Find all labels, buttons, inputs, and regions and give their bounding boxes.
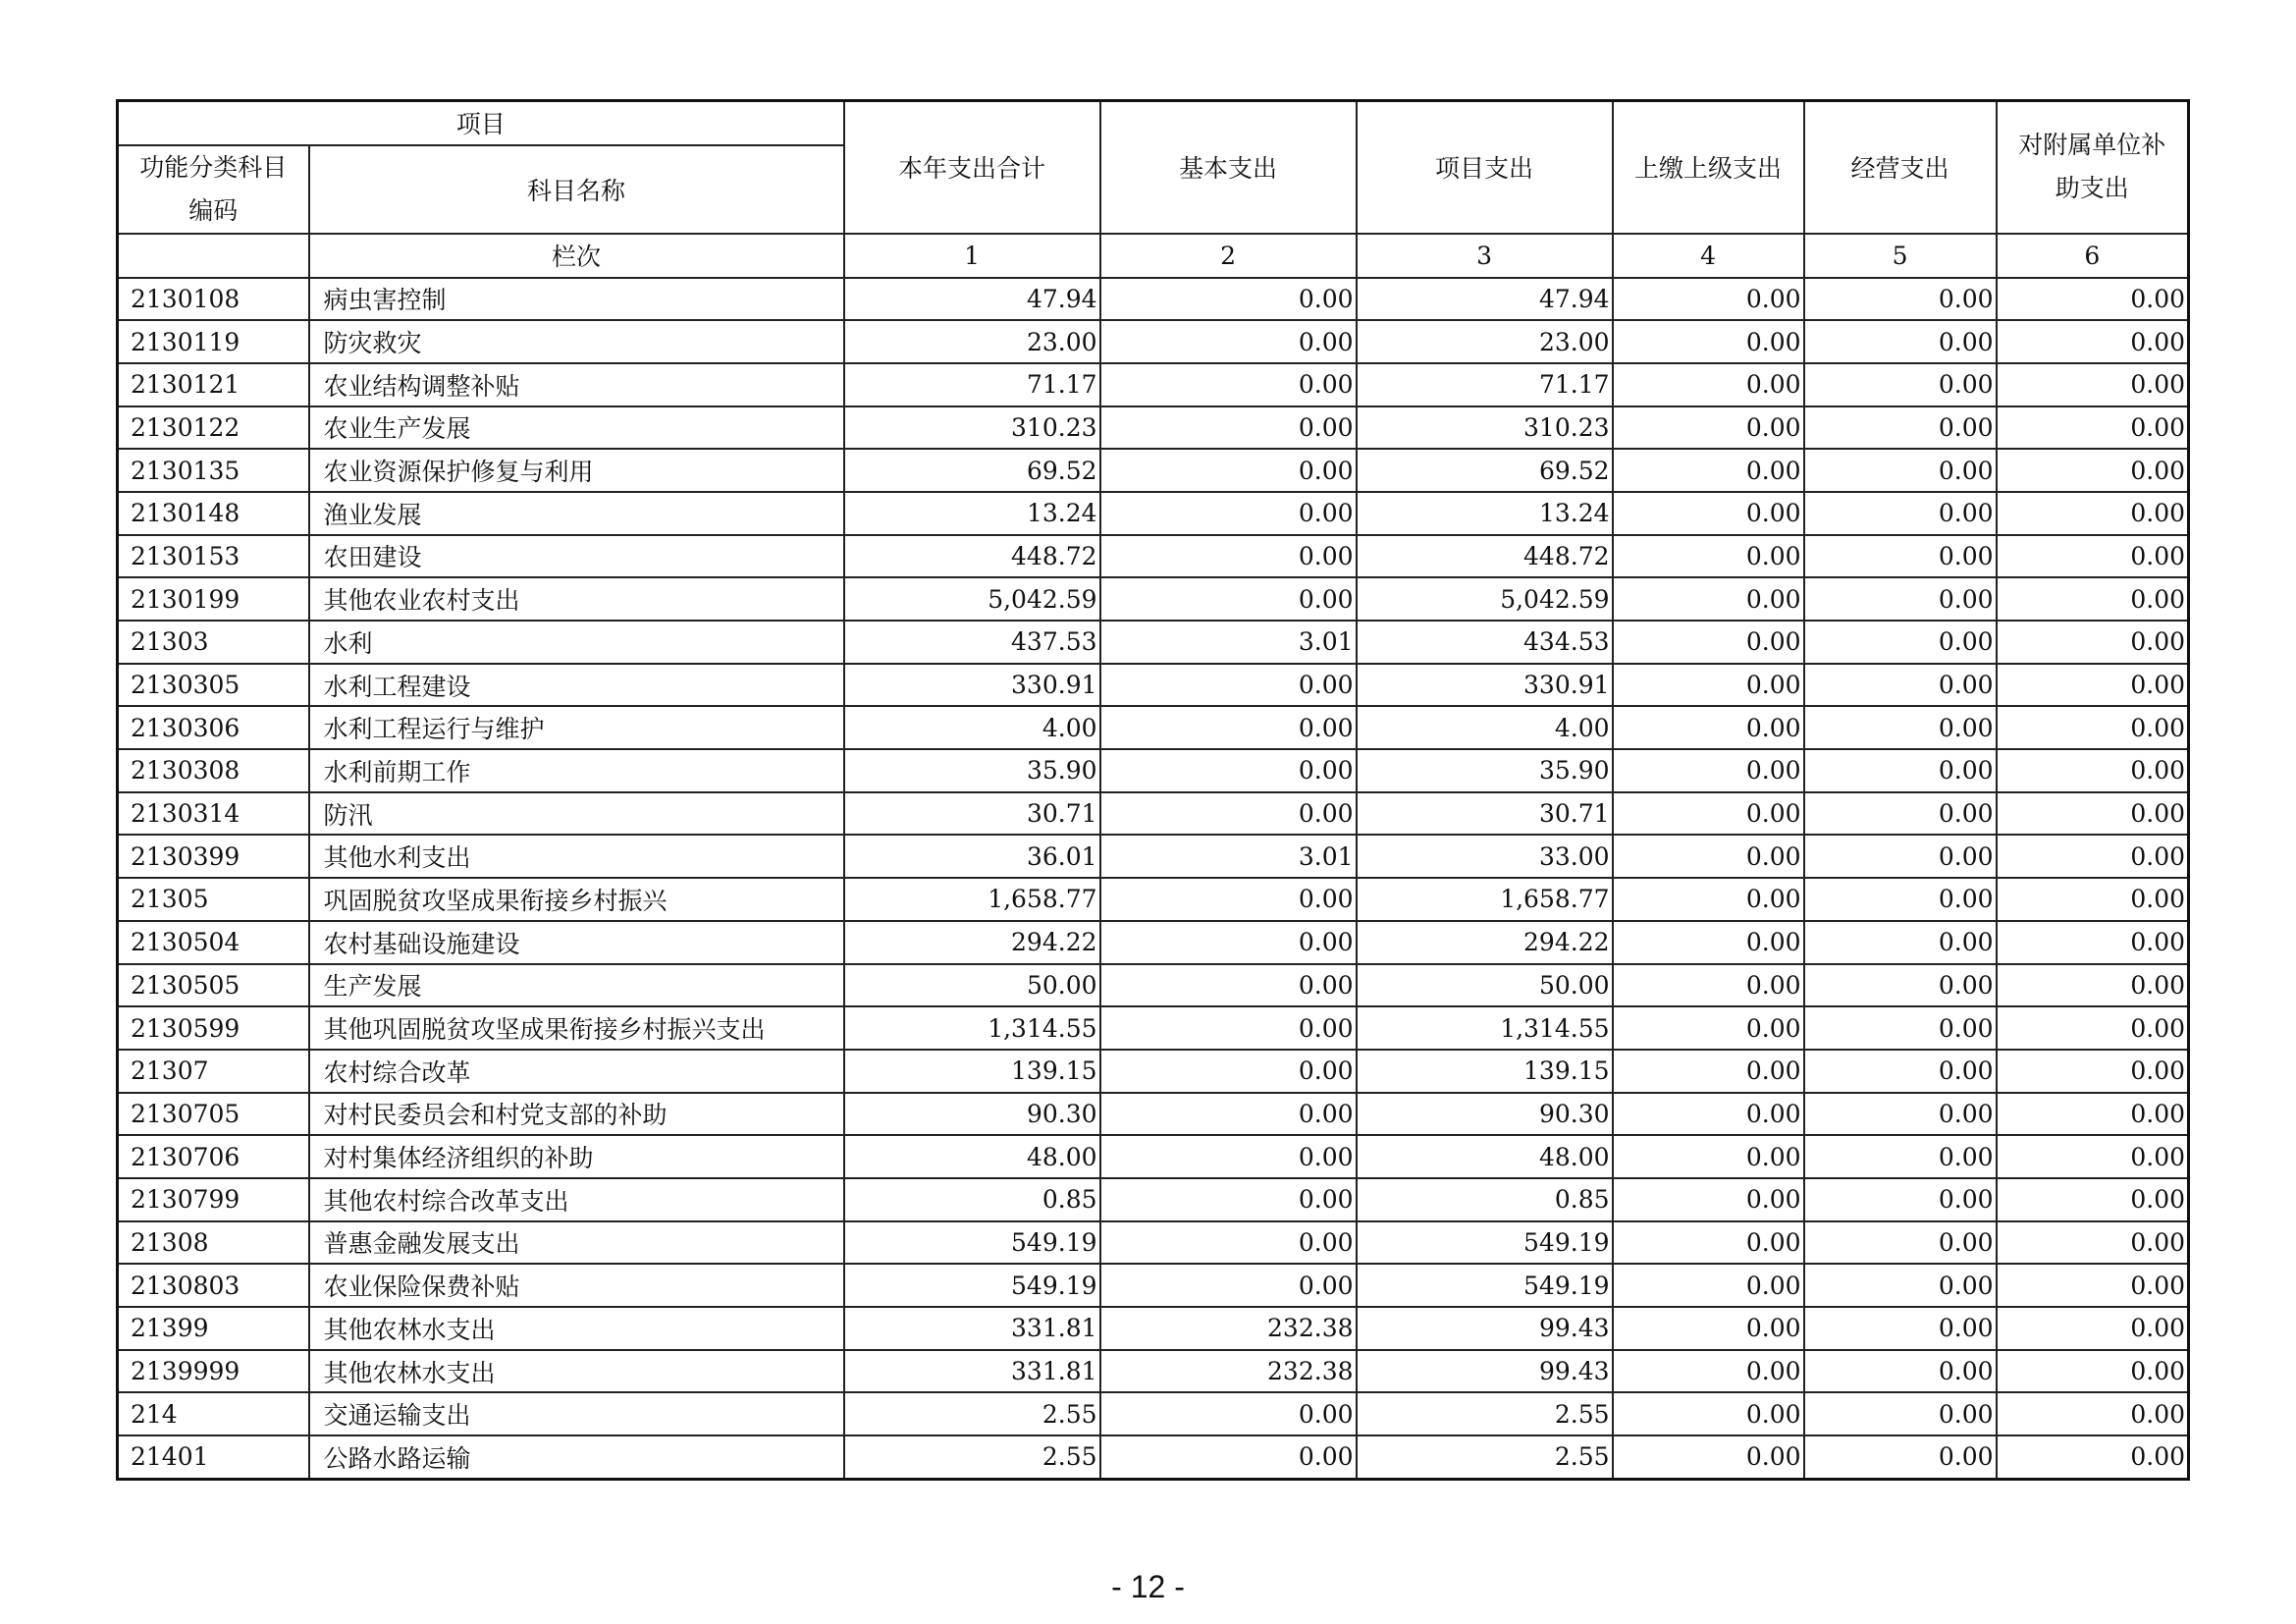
cell-project: 4.00 (1357, 706, 1613, 749)
cell-name: 其他水利支出 (309, 835, 844, 878)
header-col-1: 本年支出合计 (844, 101, 1100, 234)
cell-business: 0.00 (1804, 577, 1997, 621)
cell-name: 水利工程建设 (309, 664, 844, 707)
table-row (118, 1392, 2189, 1435)
cell-code: 2130706 (118, 1135, 309, 1178)
cell-total: 549.19 (844, 1264, 1100, 1307)
cell-subsidy: 0.00 (1997, 1006, 2189, 1050)
cell-business: 0.00 (1804, 1264, 1997, 1307)
col-number-3: 3 (1357, 234, 1613, 278)
cell-name: 交通运输支出 (309, 1392, 844, 1435)
cell-business: 0.00 (1804, 363, 1997, 406)
cell-project: 2.55 (1357, 1435, 1613, 1479)
cell-code: 2130135 (118, 449, 309, 492)
cell-subsidy: 0.00 (1997, 1093, 2189, 1136)
cell-total: 437.53 (844, 621, 1100, 664)
cell-total: 448.72 (844, 535, 1100, 578)
cell-project: 99.43 (1357, 1350, 1613, 1393)
cell-subsidy: 0.00 (1997, 964, 2189, 1007)
cell-upper: 0.00 (1613, 449, 1804, 492)
cell-upper: 0.00 (1613, 706, 1804, 749)
cell-basic: 0.00 (1100, 406, 1357, 450)
col-number-5: 5 (1804, 234, 1997, 278)
cell-total: 23.00 (844, 320, 1100, 363)
cell-name: 渔业发展 (309, 492, 844, 535)
cell-business: 0.00 (1804, 835, 1997, 878)
cell-business: 0.00 (1804, 1392, 1997, 1435)
header-col-5: 经营支出 (1804, 101, 1997, 234)
table-row (118, 492, 2189, 535)
cell-code: 2130504 (118, 921, 309, 964)
cell-code: 2130799 (118, 1178, 309, 1221)
cell-business: 0.00 (1804, 278, 1997, 321)
cell-business: 0.00 (1804, 664, 1997, 707)
cell-total: 330.91 (844, 664, 1100, 707)
cell-basic: 3.01 (1100, 621, 1357, 664)
table-row (118, 1135, 2189, 1178)
table-row (118, 1178, 2189, 1221)
cell-project: 90.30 (1357, 1093, 1613, 1136)
cell-business: 0.00 (1804, 535, 1997, 578)
table-row (118, 278, 2189, 321)
cell-name: 其他农村综合改革支出 (309, 1178, 844, 1221)
cell-subsidy: 0.00 (1997, 1350, 2189, 1393)
cell-subsidy: 0.00 (1997, 1307, 2189, 1350)
cell-subsidy: 0.00 (1997, 449, 2189, 492)
header-code: 功能分类科目编码 (118, 145, 309, 234)
cell-project: 549.19 (1357, 1221, 1613, 1265)
cell-basic: 0.00 (1100, 1264, 1357, 1307)
cell-project: 448.72 (1357, 535, 1613, 578)
cell-basic: 0.00 (1100, 1006, 1357, 1050)
cell-subsidy: 0.00 (1997, 1435, 2189, 1479)
header-col-4: 上缴上级支出 (1613, 101, 1804, 234)
cell-code: 2130305 (118, 664, 309, 707)
cell-name: 农村综合改革 (309, 1050, 844, 1093)
table-row (118, 577, 2189, 621)
cell-name: 农村基础设施建设 (309, 921, 844, 964)
cell-name: 水利 (309, 621, 844, 664)
cell-name: 其他农林水支出 (309, 1350, 844, 1393)
header-col-6: 对附属单位补助支出 (1997, 101, 2189, 234)
cell-name: 防汛 (309, 792, 844, 836)
cell-subsidy: 0.00 (1997, 535, 2189, 578)
cell-total: 549.19 (844, 1221, 1100, 1265)
cell-total: 331.81 (844, 1350, 1100, 1393)
cell-total: 139.15 (844, 1050, 1100, 1093)
cell-name: 公路水路运输 (309, 1435, 844, 1479)
cell-name: 水利工程运行与维护 (309, 706, 844, 749)
table-row (118, 406, 2189, 450)
cell-business: 0.00 (1804, 320, 1997, 363)
cell-business: 0.00 (1804, 1350, 1997, 1393)
cell-name: 普惠金融发展支出 (309, 1221, 844, 1265)
cell-upper: 0.00 (1613, 363, 1804, 406)
cell-project: 1,658.77 (1357, 878, 1613, 921)
cell-subsidy: 0.00 (1997, 835, 2189, 878)
cell-name: 农田建设 (309, 535, 844, 578)
cell-project: 330.91 (1357, 664, 1613, 707)
cell-business: 0.00 (1804, 406, 1997, 450)
cell-subsidy: 0.00 (1997, 1178, 2189, 1221)
cell-upper: 0.00 (1613, 664, 1804, 707)
cell-project: 47.94 (1357, 278, 1613, 321)
table-row (118, 535, 2189, 578)
table-row (118, 1350, 2189, 1393)
cell-upper: 0.00 (1613, 1178, 1804, 1221)
cell-name: 农业保险保费补贴 (309, 1264, 844, 1307)
cell-basic: 0.00 (1100, 1093, 1357, 1136)
cell-code: 2130119 (118, 320, 309, 363)
cell-subsidy: 0.00 (1997, 363, 2189, 406)
cell-basic: 0.00 (1100, 1178, 1357, 1221)
cell-total: 0.85 (844, 1178, 1100, 1221)
cell-project: 23.00 (1357, 320, 1613, 363)
cell-business: 0.00 (1804, 878, 1997, 921)
cell-business: 0.00 (1804, 964, 1997, 1007)
cell-total: 90.30 (844, 1093, 1100, 1136)
cell-basic: 0.00 (1100, 1392, 1357, 1435)
cell-total: 2.55 (844, 1392, 1100, 1435)
cell-total: 50.00 (844, 964, 1100, 1007)
cell-subsidy: 0.00 (1997, 921, 2189, 964)
table-row (118, 1093, 2189, 1136)
cell-name: 农业资源保护修复与利用 (309, 449, 844, 492)
cell-total: 35.90 (844, 749, 1100, 792)
cell-upper: 0.00 (1613, 749, 1804, 792)
cell-total: 4.00 (844, 706, 1100, 749)
cell-code: 21401 (118, 1435, 309, 1479)
cell-total: 36.01 (844, 835, 1100, 878)
cell-name: 其他农林水支出 (309, 1307, 844, 1350)
cell-project: 71.17 (1357, 363, 1613, 406)
cell-basic: 0.00 (1100, 964, 1357, 1007)
cell-project: 294.22 (1357, 921, 1613, 964)
cell-code: 2130199 (118, 577, 309, 621)
cell-code: 2130399 (118, 835, 309, 878)
cell-business: 0.00 (1804, 792, 1997, 836)
table-row (118, 664, 2189, 707)
cell-basic: 0.00 (1100, 706, 1357, 749)
table-row (118, 878, 2189, 921)
cell-business: 0.00 (1804, 449, 1997, 492)
cell-project: 5,042.59 (1357, 577, 1613, 621)
cell-project: 549.19 (1357, 1264, 1613, 1307)
cell-business: 0.00 (1804, 492, 1997, 535)
header-name: 科目名称 (309, 145, 844, 234)
col-number-2: 2 (1100, 234, 1357, 278)
cell-upper: 0.00 (1613, 1135, 1804, 1178)
cell-code: 21399 (118, 1307, 309, 1350)
cell-basic: 0.00 (1100, 363, 1357, 406)
col-number-4: 4 (1613, 234, 1804, 278)
cell-project: 35.90 (1357, 749, 1613, 792)
cell-subsidy: 0.00 (1997, 492, 2189, 535)
cell-upper: 0.00 (1613, 492, 1804, 535)
cell-business: 0.00 (1804, 1050, 1997, 1093)
cell-total: 5,042.59 (844, 577, 1100, 621)
cell-name: 其他巩固脱贫攻坚成果衔接乡村振兴支出 (309, 1006, 844, 1050)
cell-name: 其他农业农村支出 (309, 577, 844, 621)
cell-project: 139.15 (1357, 1050, 1613, 1093)
cell-upper: 0.00 (1613, 1050, 1804, 1093)
cell-upper: 0.00 (1613, 1350, 1804, 1393)
cell-upper: 0.00 (1613, 406, 1804, 450)
cell-subsidy: 0.00 (1997, 878, 2189, 921)
cell-basic: 0.00 (1100, 320, 1357, 363)
cell-project: 69.52 (1357, 449, 1613, 492)
cell-upper: 0.00 (1613, 1093, 1804, 1136)
cell-subsidy: 0.00 (1997, 1221, 2189, 1265)
cell-code: 214 (118, 1392, 309, 1435)
cell-basic: 0.00 (1100, 878, 1357, 921)
cell-basic: 0.00 (1100, 792, 1357, 836)
expenditure-table (116, 99, 2190, 1481)
cell-code: 2130599 (118, 1006, 309, 1050)
col-number-1: 1 (844, 234, 1100, 278)
cell-code: 2130121 (118, 363, 309, 406)
cell-business: 0.00 (1804, 621, 1997, 664)
cell-business: 0.00 (1804, 706, 1997, 749)
cell-basic: 0.00 (1100, 664, 1357, 707)
table-row (118, 749, 2189, 792)
cell-total: 310.23 (844, 406, 1100, 450)
cell-upper: 0.00 (1613, 1221, 1804, 1265)
cell-basic: 0.00 (1100, 492, 1357, 535)
cell-total: 47.94 (844, 278, 1100, 321)
cell-code: 2130308 (118, 749, 309, 792)
cell-business: 0.00 (1804, 1307, 1997, 1350)
cell-upper: 0.00 (1613, 1307, 1804, 1350)
cell-basic: 0.00 (1100, 921, 1357, 964)
table-row (118, 1307, 2189, 1350)
cell-name: 生产发展 (309, 964, 844, 1007)
cell-code: 21307 (118, 1050, 309, 1093)
cell-subsidy: 0.00 (1997, 621, 2189, 664)
cell-project: 310.23 (1357, 406, 1613, 450)
table-row (118, 1050, 2189, 1093)
cell-basic: 0.00 (1100, 749, 1357, 792)
cell-total: 294.22 (844, 921, 1100, 964)
cell-project: 99.43 (1357, 1307, 1613, 1350)
table-row (118, 964, 2189, 1007)
cell-name: 农业生产发展 (309, 406, 844, 450)
cell-basic: 0.00 (1100, 577, 1357, 621)
cell-basic: 232.38 (1100, 1350, 1357, 1393)
table-row (118, 1435, 2189, 1479)
cell-business: 0.00 (1804, 749, 1997, 792)
cell-code: 2130314 (118, 792, 309, 836)
cell-subsidy: 0.00 (1997, 1264, 2189, 1307)
header-col-2: 基本支出 (1100, 101, 1357, 234)
cell-code: 2130122 (118, 406, 309, 450)
cell-subsidy: 0.00 (1997, 278, 2189, 321)
table-row (118, 1006, 2189, 1050)
cell-name: 对村集体经济组织的补助 (309, 1135, 844, 1178)
cell-business: 0.00 (1804, 1435, 1997, 1479)
cell-subsidy: 0.00 (1997, 749, 2189, 792)
table-row (118, 320, 2189, 363)
cell-upper: 0.00 (1613, 964, 1804, 1007)
cell-code: 2130803 (118, 1264, 309, 1307)
table-row (118, 792, 2189, 836)
cell-project: 2.55 (1357, 1392, 1613, 1435)
header-col-3: 项目支出 (1357, 101, 1613, 234)
cell-subsidy: 0.00 (1997, 664, 2189, 707)
row-label: 栏次 (309, 234, 844, 278)
cell-basic: 0.00 (1100, 1221, 1357, 1265)
cell-code: 2130505 (118, 964, 309, 1007)
page-number: - 12 - (1111, 1569, 1185, 1604)
cell-total: 331.81 (844, 1307, 1100, 1350)
cell-code: 2130153 (118, 535, 309, 578)
cell-project: 48.00 (1357, 1135, 1613, 1178)
cell-total: 69.52 (844, 449, 1100, 492)
cell-business: 0.00 (1804, 1006, 1997, 1050)
cell-project: 30.71 (1357, 792, 1613, 836)
cell-subsidy: 0.00 (1997, 1135, 2189, 1178)
cell-business: 0.00 (1804, 921, 1997, 964)
cell-total: 2.55 (844, 1435, 1100, 1479)
cell-basic: 0.00 (1100, 278, 1357, 321)
cell-business: 0.00 (1804, 1135, 1997, 1178)
cell-project: 0.85 (1357, 1178, 1613, 1221)
cell-upper: 0.00 (1613, 535, 1804, 578)
cell-subsidy: 0.00 (1997, 1050, 2189, 1093)
cell-business: 0.00 (1804, 1093, 1997, 1136)
cell-upper: 0.00 (1613, 278, 1804, 321)
cell-project: 33.00 (1357, 835, 1613, 878)
cell-upper: 0.00 (1613, 835, 1804, 878)
cell-total: 30.71 (844, 792, 1100, 836)
table-row (118, 835, 2189, 878)
cell-project: 50.00 (1357, 964, 1613, 1007)
cell-code: 2130108 (118, 278, 309, 321)
cell-upper: 0.00 (1613, 921, 1804, 964)
table-row (118, 1264, 2189, 1307)
cell-code: 21305 (118, 878, 309, 921)
cell-business: 0.00 (1804, 1221, 1997, 1265)
cell-code: 21308 (118, 1221, 309, 1265)
cell-subsidy: 0.00 (1997, 1392, 2189, 1435)
cell-code: 21303 (118, 621, 309, 664)
cell-upper: 0.00 (1613, 1435, 1804, 1479)
table-row (118, 921, 2189, 964)
cell-total: 48.00 (844, 1135, 1100, 1178)
cell-upper: 0.00 (1613, 792, 1804, 836)
table-row (118, 363, 2189, 406)
cell-subsidy: 0.00 (1997, 320, 2189, 363)
cell-name: 巩固脱贫攻坚成果衔接乡村振兴 (309, 878, 844, 921)
cell-name: 对村民委员会和村党支部的补助 (309, 1093, 844, 1136)
cell-subsidy: 0.00 (1997, 406, 2189, 450)
cell-name: 水利前期工作 (309, 749, 844, 792)
cell-upper: 0.00 (1613, 878, 1804, 921)
cell-subsidy: 0.00 (1997, 706, 2189, 749)
cell-total: 71.17 (844, 363, 1100, 406)
cell-basic: 0.00 (1100, 535, 1357, 578)
cell-name: 病虫害控制 (309, 278, 844, 321)
cell-subsidy: 0.00 (1997, 577, 2189, 621)
cell-basic: 232.38 (1100, 1307, 1357, 1350)
cell-total: 13.24 (844, 492, 1100, 535)
cell-upper: 0.00 (1613, 577, 1804, 621)
cell-upper: 0.00 (1613, 621, 1804, 664)
table-row (118, 449, 2189, 492)
cell-basic: 0.00 (1100, 1050, 1357, 1093)
cell-subsidy: 0.00 (1997, 792, 2189, 836)
table-row (118, 706, 2189, 749)
cell-name: 农业结构调整补贴 (309, 363, 844, 406)
cell-project: 434.53 (1357, 621, 1613, 664)
cell-upper: 0.00 (1613, 1392, 1804, 1435)
cell-project: 1,314.55 (1357, 1006, 1613, 1050)
cell-upper: 0.00 (1613, 320, 1804, 363)
header-project: 项目 (118, 101, 844, 145)
cell-code: 2130705 (118, 1093, 309, 1136)
cell-name: 防灾救灾 (309, 320, 844, 363)
cell-basic: 0.00 (1100, 1435, 1357, 1479)
cell-upper: 0.00 (1613, 1006, 1804, 1050)
cell-total: 1,658.77 (844, 878, 1100, 921)
cell-code: 2130148 (118, 492, 309, 535)
col-number-6: 6 (1997, 234, 2189, 278)
cell-total: 1,314.55 (844, 1006, 1100, 1050)
cell-basic: 3.01 (1100, 835, 1357, 878)
cell-basic: 0.00 (1100, 449, 1357, 492)
table-row (118, 621, 2189, 664)
cell-code: 2130306 (118, 706, 309, 749)
cell-upper: 0.00 (1613, 1264, 1804, 1307)
row-label-empty (118, 234, 309, 278)
cell-business: 0.00 (1804, 1178, 1997, 1221)
cell-basic: 0.00 (1100, 1135, 1357, 1178)
cell-project: 13.24 (1357, 492, 1613, 535)
cell-code: 2139999 (118, 1350, 309, 1393)
table-row (118, 1221, 2189, 1265)
